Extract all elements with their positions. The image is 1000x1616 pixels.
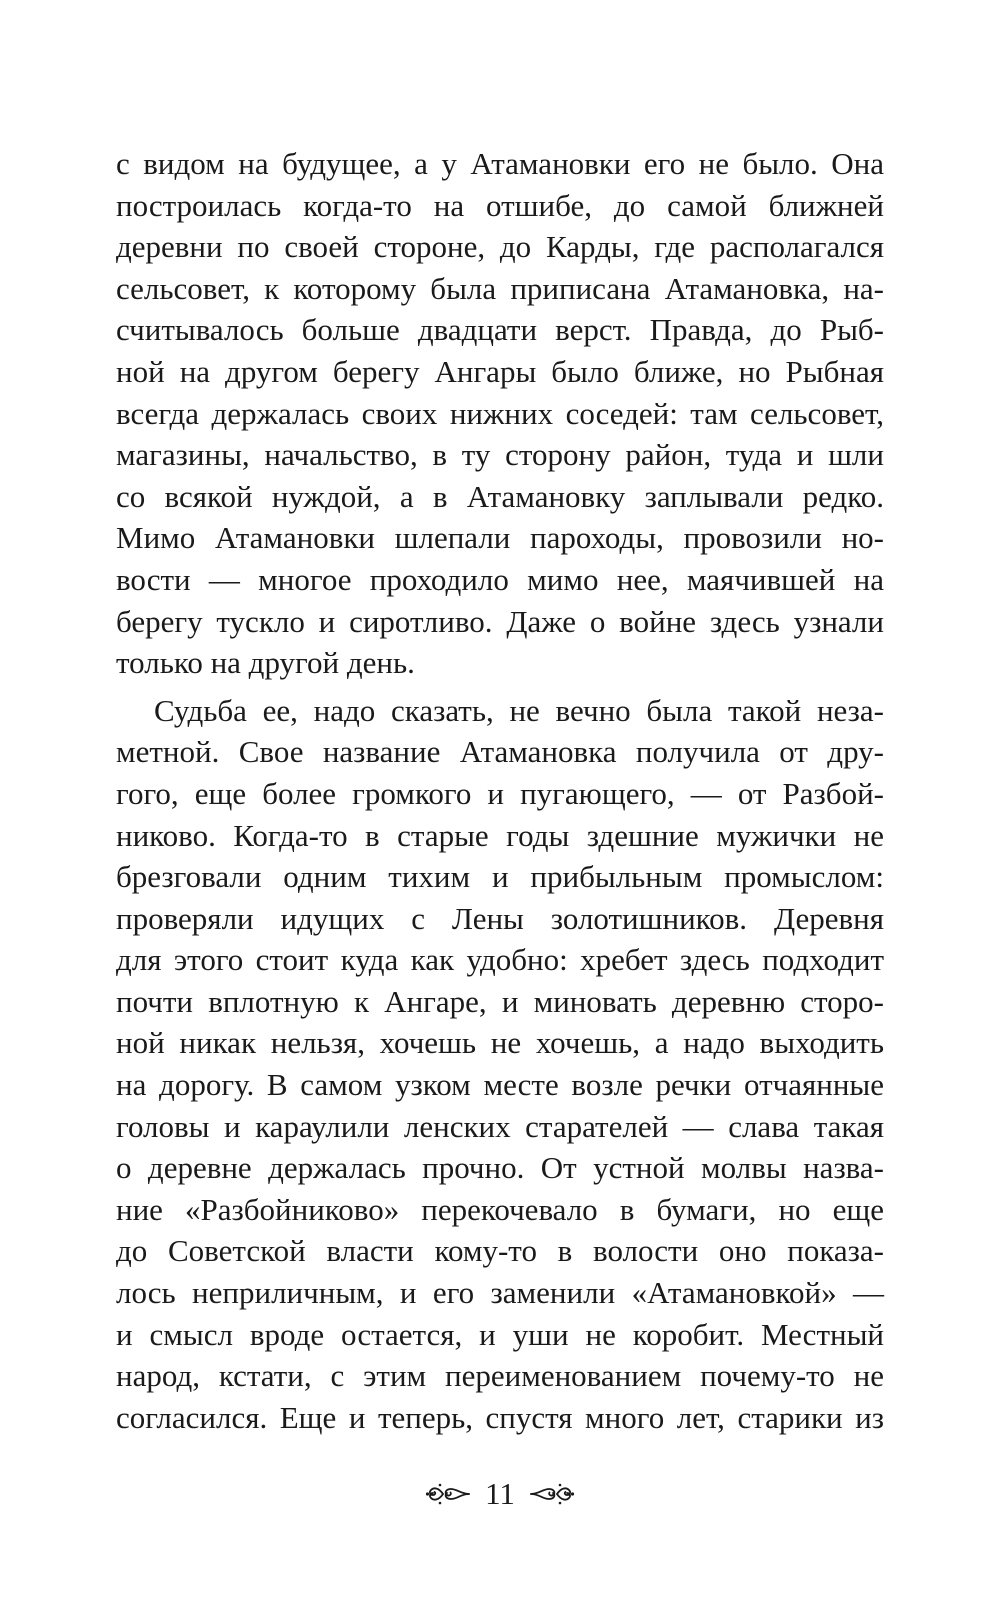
- text-line: ной на другом берегу Ангары было ближе, но Рыбная: [116, 353, 884, 389]
- text-line: лось неприличным, и его заменили «Атамановкой» —: [116, 1275, 884, 1311]
- text-line: построилась когда-то на отшибе, до самой ближней: [116, 187, 884, 223]
- text-line: только на другой день.: [116, 645, 415, 681]
- text-line: сельсовет, к которому была приписана Атамановка, на-: [116, 270, 884, 306]
- text-line: ной никак нельзя, хочешь не хочешь, а надо выходить: [116, 1025, 884, 1061]
- scroll-ornament-icon: [529, 1479, 575, 1509]
- text-line: всегда держалась своих нижних соседей: там сельсовет,: [116, 395, 884, 431]
- text-line: вости — многое проходило мимо нее, маячившей на: [116, 561, 884, 597]
- page-number: 11: [485, 1476, 515, 1511]
- text-line: о деревне держалась прочно. От устной молвы назва-: [116, 1150, 884, 1186]
- text-line: магазины, начальство, в ту сторону район, туда и шли: [116, 437, 884, 473]
- text-line: гого, еще более громкого и пугающего, — от Разбой-: [116, 775, 884, 811]
- text-line: головы и караулили ленских старателей — слава такая: [116, 1108, 884, 1144]
- text-line: берегу тускло и сиротливо. Даже о войне здесь узнали: [116, 603, 884, 639]
- text-line: со всякой нуждой, а в Атамановку заплывали редко.: [116, 478, 884, 514]
- text-line: считывалось больше двадцати верст. Правда, до Рыб-: [116, 312, 884, 348]
- text-line: с видом на будущее, а у Атамановки его не было. Она: [116, 146, 884, 181]
- paragraph: [116, 690, 884, 1439]
- text-line: метной. Свое название Атамановка получила от дру-: [116, 734, 884, 770]
- text-line: проверяли идущих с Лены золотишников. Деревня: [116, 900, 884, 936]
- text-line: Мимо Атамановки шлепали пароходы, провозили но-: [116, 520, 884, 556]
- text-line: брезговали одним тихим и прибыльным промыслом:: [116, 859, 884, 895]
- text-line: на дорогу. В самом узком месте возле речки отчаянные: [116, 1067, 884, 1103]
- paragraph: [116, 143, 884, 684]
- page-footer: [0, 1468, 1000, 1520]
- text-line: Судьба ее, надо сказать, не вечно была такой неза-: [154, 692, 884, 728]
- text-line: и смысл вроде остается, и уши не коробит. Местный: [116, 1316, 884, 1352]
- text-line: для этого стоит куда как удобно: хребет здесь подходит: [116, 942, 884, 978]
- text-line: ние «Разбойниково» перекочевало в бумаги, но еще: [116, 1191, 884, 1227]
- text-line: народ, кстати, с этим переименованием почему-то не: [116, 1358, 884, 1394]
- text-line: почти вплотную к Ангаре, и миновать деревню сторо-: [116, 983, 884, 1019]
- text-line: до Советской власти кому-то в волости оно показа-: [116, 1233, 884, 1269]
- body-text: [116, 143, 884, 1438]
- text-line: никово. Когда-то в старые годы здешние мужички не: [116, 817, 884, 853]
- text-line: согласился. Еще и теперь, спустя много лет, старики из: [116, 1399, 884, 1435]
- scroll-ornament-icon: [425, 1479, 471, 1509]
- text-line: деревни по своей стороне, до Карды, где располагался: [116, 229, 884, 265]
